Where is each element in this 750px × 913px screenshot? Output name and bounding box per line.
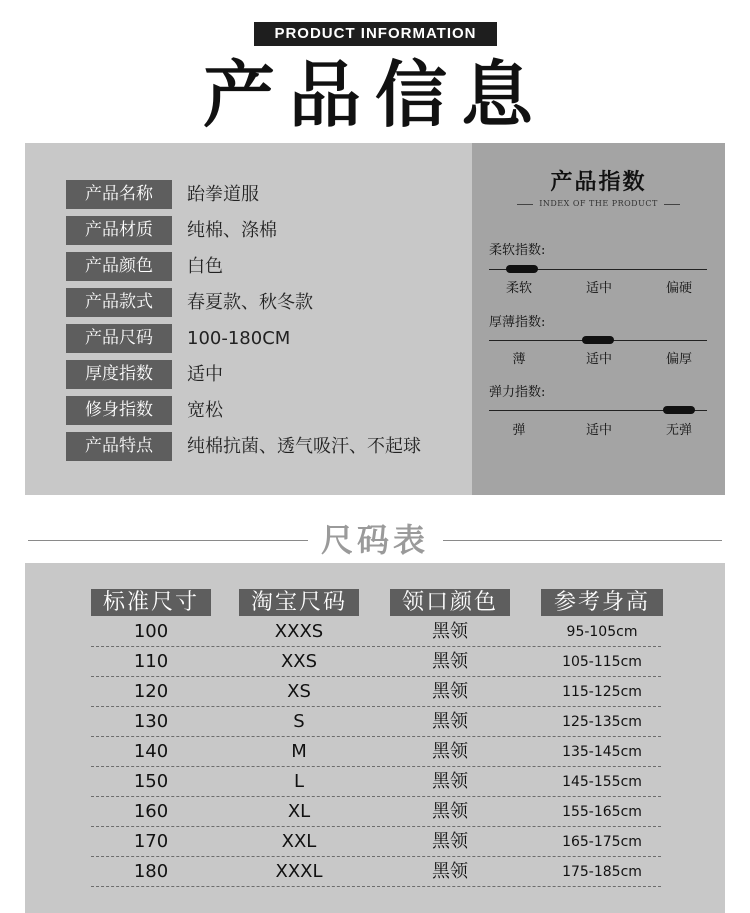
info-label: 产品名称 [66, 180, 172, 209]
info-value: 适中 [187, 364, 223, 385]
table-cell-collar: 黑领 [432, 681, 468, 702]
info-row-material [66, 216, 466, 245]
info-value: 纯棉抗菌、透气吸汗、不起球 [187, 436, 421, 457]
table-cell-taobao: XXS [280, 651, 318, 672]
elasticity-label: 弹力指数: [489, 385, 546, 400]
info-row-color [66, 252, 466, 281]
index-subtitle: INDEX OF THE PRODUCT [472, 199, 725, 208]
table-cell-taobao: XS [287, 681, 311, 702]
table-cell-std: 140 [133, 741, 169, 762]
header-badge: PRODUCT INFORMATION [254, 22, 497, 46]
table-cell-collar: 黑领 [432, 831, 468, 852]
index-title: 产品指数 [550, 169, 647, 195]
table-cell-collar: 黑领 [432, 801, 468, 822]
table-cell-std: 160 [133, 801, 169, 822]
table-cell-height: 115-125cm [562, 684, 642, 700]
table-row [91, 737, 661, 767]
softness-indicator [506, 265, 538, 273]
info-value: 白色 [187, 256, 223, 277]
softness-option: 适中 [585, 281, 612, 296]
table-cell-height: 155-165cm [562, 804, 642, 820]
table-cell-taobao: M [291, 741, 307, 762]
product-info-list [25, 143, 472, 495]
table-row [91, 797, 661, 827]
table-row [91, 707, 661, 737]
thickness-option: 薄 [512, 352, 526, 367]
table-cell-collar: 黑领 [432, 651, 468, 672]
info-value: 100-180CM [187, 328, 291, 349]
table-cell-collar: 黑领 [432, 771, 468, 792]
thickness-indicator [582, 336, 614, 344]
table-row [91, 617, 661, 647]
info-label: 产品尺码 [66, 324, 172, 353]
elasticity-option: 适中 [585, 423, 612, 438]
table-row [91, 647, 661, 677]
table-cell-height: 135-145cm [562, 744, 642, 760]
elasticity-option: 弹 [512, 423, 526, 438]
info-value: 跆拳道服 [187, 184, 259, 205]
table-row [91, 827, 661, 857]
table-cell-std: 110 [133, 651, 169, 672]
page-title: 产品信息 [202, 53, 547, 137]
info-label: 修身指数 [66, 396, 172, 425]
table-cell-std: 150 [133, 771, 169, 792]
info-value: 纯棉、涤棉 [187, 220, 277, 241]
info-row-features [66, 432, 466, 461]
info-row-thickness [66, 360, 466, 389]
table-cell-collar: 黑领 [432, 711, 468, 732]
table-row [91, 857, 661, 887]
info-label: 产品款式 [66, 288, 172, 317]
info-label: 产品颜色 [66, 252, 172, 281]
thickness-option: 偏厚 [665, 352, 692, 367]
softness-option: 柔软 [505, 281, 532, 296]
table-cell-std: 120 [133, 681, 169, 702]
table-cell-height: 165-175cm [562, 834, 642, 850]
product-info-panel [25, 143, 725, 495]
table-cell-taobao: XXXL [275, 861, 323, 882]
column-header-standard-size: 标准尺寸 [91, 589, 211, 616]
table-row [91, 677, 661, 707]
info-row-name [66, 180, 466, 209]
table-cell-taobao: XXL [281, 831, 317, 852]
row-separator [91, 886, 661, 887]
column-header-collar-color: 领口颜色 [390, 589, 510, 616]
info-value: 宽松 [187, 400, 223, 421]
table-cell-height: 105-115cm [562, 654, 642, 670]
table-cell-std: 100 [133, 621, 169, 642]
info-value: 春夏款、秋冬款 [187, 292, 313, 313]
column-header-taobao-size: 淘宝尺码 [239, 589, 359, 616]
info-row-style [66, 288, 466, 317]
table-cell-taobao: XL [287, 801, 311, 822]
table-cell-taobao: XXXS [274, 621, 324, 642]
table-cell-taobao: S [293, 711, 305, 732]
elasticity-option: 无弹 [665, 423, 692, 438]
info-label: 产品材质 [66, 216, 172, 245]
table-cell-collar: 黑领 [432, 861, 468, 882]
table-cell-height: 95-105cm [566, 624, 638, 640]
product-index-panel [472, 143, 725, 495]
thickness-label: 厚薄指数: [489, 315, 546, 330]
column-header-reference-height: 参考身高 [541, 589, 663, 616]
table-cell-height: 145-155cm [562, 774, 642, 790]
table-cell-collar: 黑领 [432, 621, 468, 642]
softness-option: 偏硬 [665, 281, 692, 296]
info-row-fit [66, 396, 466, 425]
table-cell-height: 125-135cm [562, 714, 642, 730]
table-cell-std: 130 [133, 711, 169, 732]
elasticity-indicator [663, 406, 695, 414]
size-table-panel [25, 563, 725, 913]
info-label: 产品特点 [66, 432, 172, 461]
table-cell-taobao: L [293, 771, 305, 792]
info-label: 厚度指数 [66, 360, 172, 389]
size-chart-title: 尺码表 [320, 521, 429, 559]
table-cell-height: 175-185cm [562, 864, 642, 880]
softness-label: 柔软指数: [489, 243, 546, 258]
table-cell-std: 170 [133, 831, 169, 852]
thickness-option: 适中 [585, 352, 612, 367]
table-row [91, 767, 661, 797]
table-cell-std: 180 [133, 861, 169, 882]
info-row-size [66, 324, 466, 353]
table-cell-collar: 黑领 [432, 741, 468, 762]
